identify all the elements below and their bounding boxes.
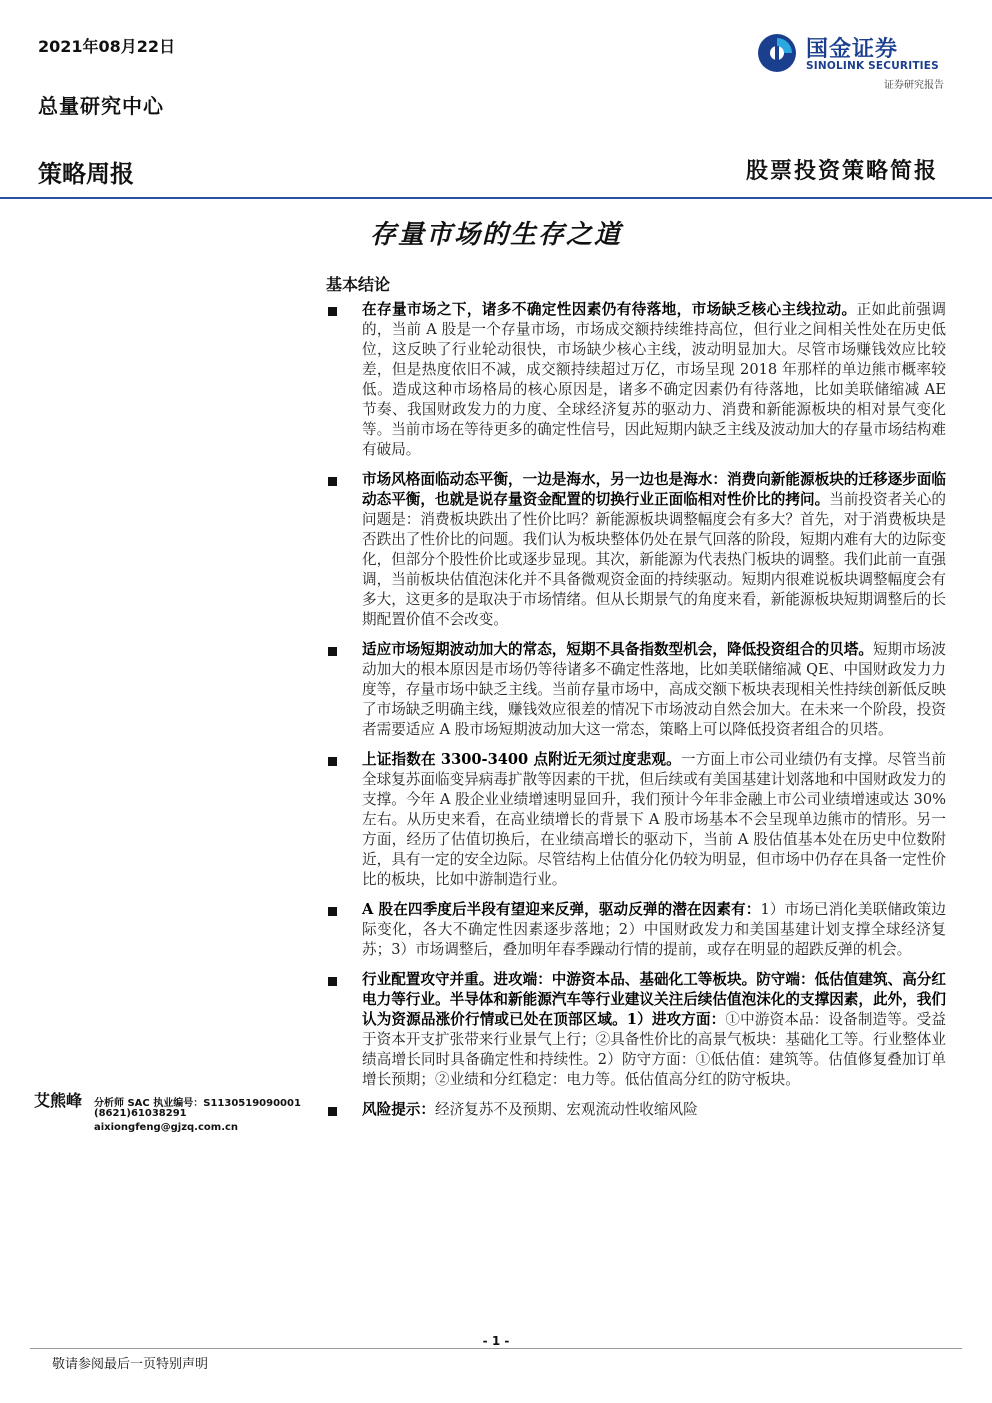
logo-english-name: SINOLINK SECURITIES bbox=[806, 60, 939, 72]
bullet-square-icon bbox=[328, 477, 337, 486]
report-category: 股票投资策略简报 bbox=[745, 158, 938, 184]
header-divider bbox=[0, 197, 992, 199]
logo-chinese-name: 国金证券 bbox=[806, 37, 899, 62]
analyst-email[interactable]: aixiongfeng@gjzq.com.cn bbox=[94, 1122, 239, 1133]
item-body: 经济复苏不及预期、宏观流动性收缩风险 bbox=[434, 1101, 698, 1118]
section-heading: 基本结论 bbox=[326, 275, 391, 294]
conclusion-item bbox=[326, 300, 946, 460]
item-body: ①中游资本品：设备制造等。受益于资本开支扩张带来行业景气上行；②具备性价比的高景气板块：基础化工等。行业整体业绩高增长同时具备确定性和持续性。2）防守方面：①低估值：建筑等。估值修复叠加订单增长预期；②业绩和分红稳定：电力等。低估值高分红的防守板块。 bbox=[362, 1011, 946, 1088]
conclusion-item bbox=[326, 1100, 946, 1120]
conclusion-item bbox=[326, 470, 946, 630]
conclusion-item bbox=[326, 640, 946, 740]
item-lead: 上证指数在 3300-3400 点附近无须过度悲观。 bbox=[362, 751, 681, 768]
bullet-square-icon bbox=[328, 757, 337, 766]
bullet-square-icon bbox=[328, 307, 337, 316]
item-lead: A 股在四季度后半段有望迎来反弹，驱动反弹的潜在因素有： bbox=[362, 901, 761, 918]
item-lead: 行业配置攻守并重。进攻端：中游资本品、基础化工等板块。防守端：低估值建筑、高分红电力等行业。半导体和新能源汽车等行业建议关注后续估值泡沫化的支撑因素，此外，我们认为资源品涨价行情或已处在顶部区域。1）进攻方面： bbox=[362, 971, 946, 1028]
report-series: 策略周报 bbox=[38, 160, 134, 188]
bullet-square-icon bbox=[328, 907, 337, 916]
item-lead: 在存量市场之下，诸多不确定性因素仍有待落地，市场缺乏核心主线拉动。 bbox=[362, 301, 857, 318]
report-title: 存量市场的生存之道 bbox=[369, 220, 622, 250]
conclusion-item bbox=[326, 900, 946, 960]
item-lead: 市场风格面临动态平衡，一边是海水，另一边也是海水：消费向新能源板块的迁移逐步面临动态平衡，也就是说存量资金配置的切换行业正面临相对性价比的拷问。 bbox=[362, 471, 946, 508]
item-body: 一方面上市公司业绩仍有支撑。尽管当前全球复苏面临变异病毒扩散等因素的干扰，但后续或有美国基建计划落地和中国财政发力的支撑。今年 A 股企业业绩增速明显回升，我们预计今年非金融上市公司业绩增速或达 30%左右。从历史来看，在高业绩增长的背景下 A 股市场基本不会呈现单边熊市的情形。另一方面，经历了估值切换后，在业绩高增长的驱动下，当前 A 股估值基本处在历史中位数附近，具有一定的安全边际。尽管结构上估值分化仍较为明显，但市场中仍存在具备一定性价比的板块，比如中游制造行业。 bbox=[362, 751, 946, 888]
report-type: 证券研究报告 bbox=[884, 80, 944, 91]
sinolink-logo-icon bbox=[756, 32, 798, 74]
conclusion-item bbox=[326, 970, 946, 1090]
conclusion-item bbox=[326, 750, 946, 890]
footer-divider bbox=[30, 1348, 962, 1349]
item-body: 正如此前强调的，当前 A 股是一个存量市场，市场成交额持续维持高位，但行业之间相关性处在历史低位，这反映了行业轮动很快，市场缺少核心主线，波动明显加大。尽管市场赚钱效应比较差，但是热度依旧不减，成交额持续超过万亿，市场呈现 2018 年那样的单边熊市概率较低。造成这种市场格局的核心原因是，诸多不确定因素仍有待落地，比如美联储缩减 AE 节奏、我国财政发力的力度、全球经济复苏的驱动力、消费和新能源板块的相对景气变化等。当前市场在等待更多的确定性信号，因此短期内缺乏主线及波动加大的存量市场结构难有破局。 bbox=[362, 301, 946, 458]
item-body: 当前投资者关心的问题是：消费板块跌出了性价比吗？新能源板块调整幅度会有多大？首先，对于消费板块是否跌出了性价比的问题。我们认为板块整体仍处在景气回落的阶段，短期内难有大的边际变化，但部分个股性价比或逐步显现。其次，新能源为代表热门板块的调整。我们此前一直强调，当前板块估值泡沫化并不具备微观资金面的持续驱动。短期内很难说板块调整幅度会有多大，这更多的是取决于市场情绪。但从长期景气的角度来看，新能源板块短期调整后的长期配置价值不会改变。 bbox=[362, 491, 946, 628]
item-lead: 适应市场短期波动加大的常态，短期不具备指数型机会，降低投资组合的贝塔。 bbox=[362, 641, 873, 658]
item-body: 1）市场已消化美联储政策边际变化，各大不确定性因素逐步落地；2）中国财政发力和美国基建计划支撑全球经济复苏；3）市场调整后，叠加明年春季躁动行情的提前，或存在明显的超跌反弹的机会。 bbox=[362, 901, 946, 958]
analyst-credential: 分析师 SAC 执业编号：S1130519090001 bbox=[94, 1098, 301, 1109]
item-body: 短期市场波动加大的根本原因是市场仍等待诸多不确定性落地，比如美联储缩减 QE、中国财政发力力度等，存量市场中缺乏主线。当前存量市场中，高成交额下板块表现相关性持续创新低反映了市场缺乏明确主线，赚钱效应很差的情况下市场波动自然会加大。在未来一个阶段，投资者需要适应 A 股市场短期波动加大这一常态，策略上可以降低投资者组合的贝塔。 bbox=[362, 641, 946, 738]
bullet-square-icon bbox=[328, 977, 337, 986]
footer-disclaimer: 敬请参阅最后一页特别声明 bbox=[52, 1357, 209, 1372]
department-name: 总量研究中心 bbox=[38, 94, 164, 118]
conclusion-list bbox=[326, 300, 946, 1130]
analyst-name: 艾熊峰 bbox=[34, 1091, 83, 1110]
analyst-phone: (8621)61038291 bbox=[94, 1108, 187, 1119]
report-date: 2021年08月22日 bbox=[38, 37, 176, 56]
bullet-square-icon bbox=[328, 1107, 337, 1116]
page-number: - 1 - bbox=[482, 1334, 510, 1348]
bullet-square-icon bbox=[328, 647, 337, 656]
item-lead: 风险提示： bbox=[362, 1101, 435, 1118]
